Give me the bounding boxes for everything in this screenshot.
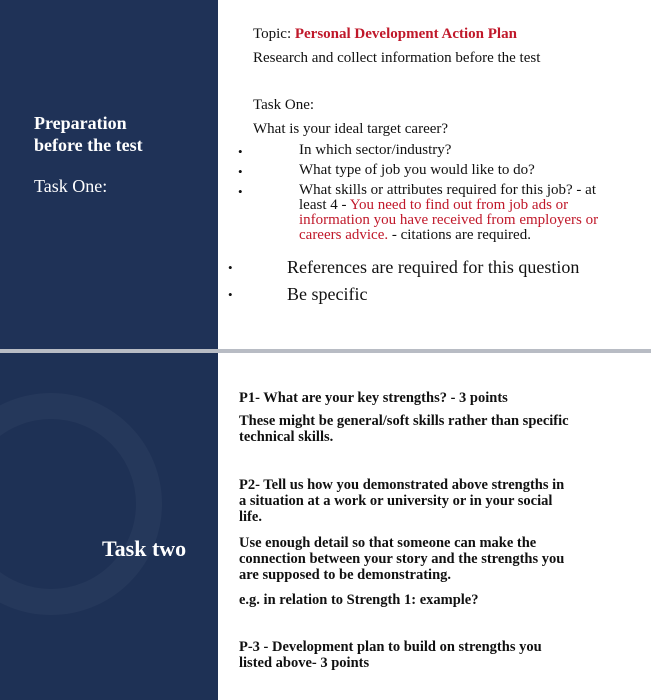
topic-label: Topic: xyxy=(253,26,292,42)
topic-line xyxy=(253,26,517,43)
bullet-icon: • xyxy=(238,184,243,199)
sidebar-subtitle: Task One: xyxy=(34,176,108,196)
topic-value: Personal Development Action Plan xyxy=(294,26,517,42)
p3-title: P-3 - Development plan to build on strengths you listed above- 3 points xyxy=(239,639,542,671)
bullet-icon: • xyxy=(228,287,233,302)
bullet-icon: • xyxy=(238,164,243,179)
career-question: What is your ideal target career? xyxy=(253,121,449,137)
detail-instruction: Use enough detail so that someone can make the connection between your story and the strengths you are supposed to be demonstrating. xyxy=(239,535,565,583)
slide-sidebar xyxy=(0,0,218,350)
p1-note: These might be general/soft skills rather than specific technical skills. xyxy=(239,413,569,445)
p2-title: P2- Tell us how you demonstrated above strengths in a situation at a work or university or in your social life. xyxy=(239,477,565,525)
task-heading: Task One: xyxy=(253,97,315,113)
sidebar-title: Preparation before the test xyxy=(34,113,143,155)
watermark-shape xyxy=(0,393,162,615)
bullet-icon: • xyxy=(228,260,233,275)
slide-sidebar xyxy=(0,353,218,700)
p1-title: P1- What are your key strengths? - 3 points xyxy=(239,390,508,406)
research-instruction: Research and collect information before the test xyxy=(253,50,541,66)
skills-bullet: What skills or attributes required for this job? - at least 4 - You need to find out from job ads or information you have received from employers or careers advice. - citations are required. xyxy=(299,182,599,243)
example-line: e.g. in relation to Strength 1: example? xyxy=(239,592,479,608)
bullet-icon: • xyxy=(238,144,243,159)
sidebar-title: Task two xyxy=(102,536,187,561)
